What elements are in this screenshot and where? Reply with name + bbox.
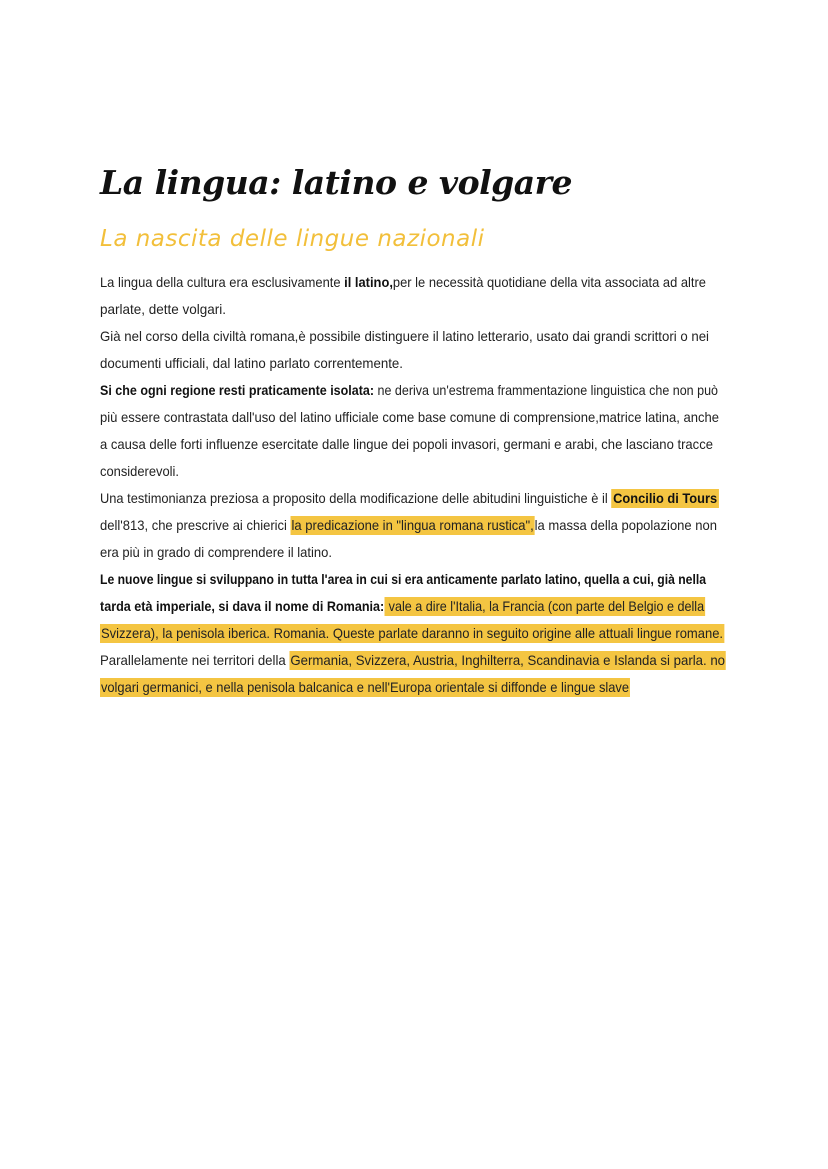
text-line (100, 620, 732, 647)
paragraph-text: per le necessità quotidiane della vita associata ad altre (392, 275, 706, 290)
text-line (100, 539, 732, 566)
highlighted-bold-text: Concilio di Tours (613, 491, 718, 506)
bold-text: il latino, (344, 275, 393, 290)
paragraph-text: La lingua della cultura era esclusivamente (100, 275, 345, 290)
highlighted-text: Germania, Svizzera, Austria, Inghilterra, Scandinavia e Islanda si parla. no (290, 653, 726, 668)
text-line (100, 269, 732, 296)
highlighted-text: la predicazione in "lingua romana rustica", (291, 518, 534, 533)
paragraph-text: parlate, dette volgari. (100, 302, 226, 317)
paragraph-text: considerevoli. (100, 464, 179, 479)
text-line (100, 323, 732, 350)
text-line (100, 512, 732, 539)
document-body (100, 269, 732, 701)
bold-text: tarda età imperiale, si dava il nome di Romania: (100, 599, 385, 614)
highlighted-text: vale a dire l'Italia, la Francia (con parte del Belgio e della (385, 599, 705, 614)
text-line (100, 674, 732, 701)
paragraph-text: Una testimonianza preziosa a proposito della modificazione delle abitudini linguistiche è il (100, 491, 612, 506)
text-line (100, 377, 732, 404)
paragraph-text: dell'813, che prescrive ai chierici (100, 518, 291, 533)
paragraph-text: la massa della popolazione non (534, 518, 717, 533)
highlighted-text: volgari germanici, e nella penisola balcanica e nell'Europa orientale si diffonde e lingue slave (100, 680, 630, 695)
text-line (100, 458, 732, 485)
text-line (100, 296, 732, 323)
bold-text: Le nuove lingue si sviluppano in tutta l'area in cui si era anticamente parlato latino, quella a cui, già nella (100, 572, 706, 587)
text-line (100, 431, 732, 458)
paragraph-text: Parallelamente nei territori della (100, 653, 290, 668)
paragraph-text: ne deriva un'estrema frammentazione linguistica che non può (374, 383, 718, 398)
text-line (100, 566, 732, 593)
text-line (100, 404, 732, 431)
text-line (100, 593, 732, 620)
highlighted-text: Svizzera), la penisola iberica. Romania. Queste parlate daranno in seguito origine alle attuali lingue romane. (100, 626, 724, 641)
bold-text: Si che ogni regione resti praticamente isolata: (100, 383, 375, 398)
page-subtitle: La nascita delle lingue nazionali (100, 226, 485, 252)
page-title: La lingua: latino e volgare (100, 163, 572, 202)
paragraph-text: documenti ufficiali, dal latino parlato correntemente. (100, 356, 403, 371)
text-line (100, 647, 732, 674)
paragraph-text: Già nel corso della civiltà romana,è possibile distinguere il latino letterario, usato dai grandi scrittori o nei (100, 329, 709, 344)
paragraph-text: più essere contrastata dall'uso del latino ufficiale come base comune di comprensione,matrice latina, anche (100, 410, 719, 425)
text-line (100, 485, 732, 512)
paragraph-text: era più in grado di comprendere il latino. (100, 545, 332, 560)
paragraph-text: a causa delle forti influenze esercitate dalle lingue dei popoli invasori, germani e arabi, che lasciano tracce (100, 437, 713, 452)
text-line (100, 350, 732, 377)
